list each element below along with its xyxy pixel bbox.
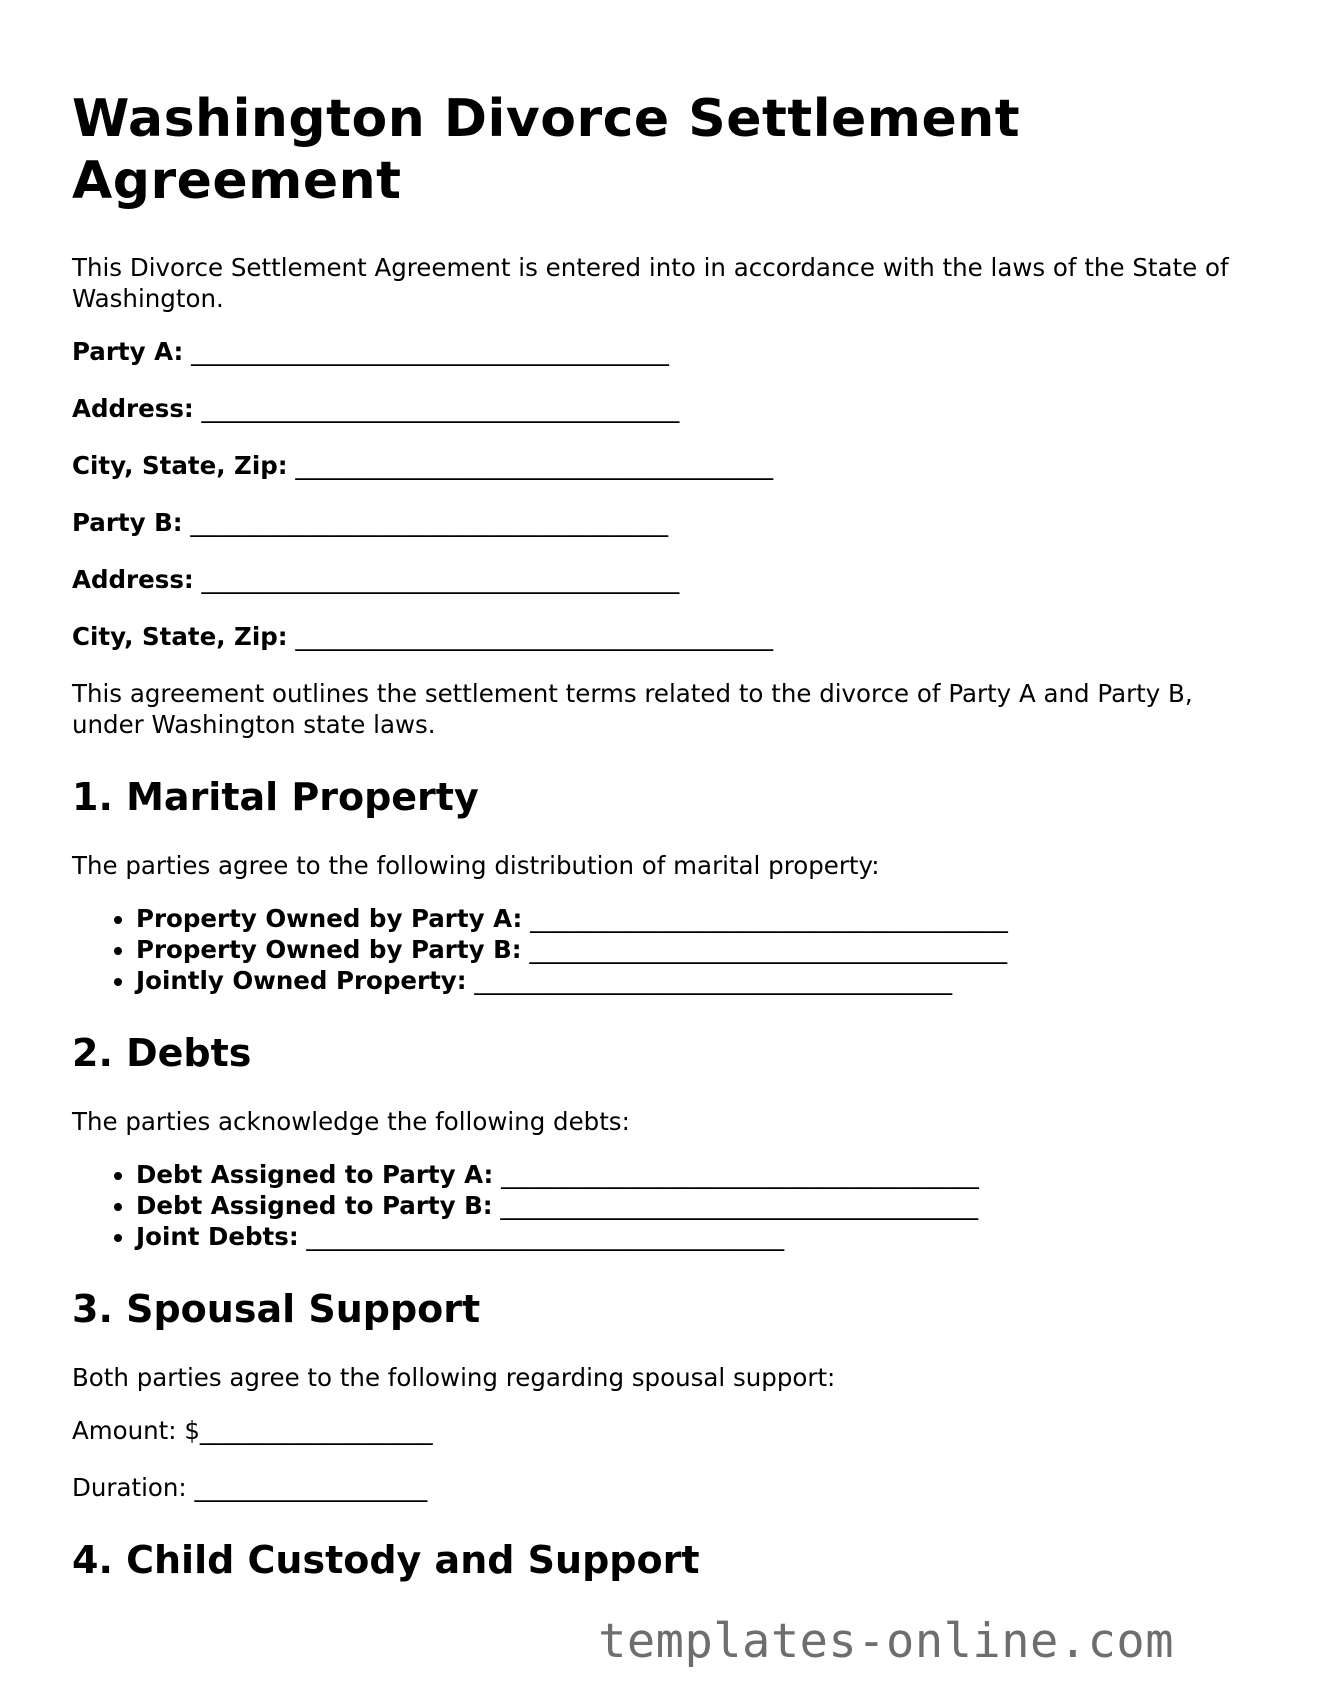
section-text: The parties acknowledge the following debts: [72, 1107, 630, 1136]
fill-blank[interactable]: _______________________________________ [295, 451, 774, 480]
party-a-city-field[interactable] [72, 450, 1252, 481]
field-label: Duration: [72, 1473, 187, 1502]
document-title: Washington Divorce Settlement Agreement [72, 89, 1021, 211]
section-heading-child-custody: 4. Child Custody and Support [72, 1538, 700, 1582]
fill-blank[interactable]: _______________________________________ [191, 337, 669, 366]
section-heading-debts: 2. Debts [72, 1031, 252, 1075]
party-b-city-field[interactable] [72, 621, 1252, 652]
watermark-text: templates-online.com [598, 1614, 1174, 1669]
item-label: Property Owned by Party B: [136, 935, 522, 964]
field-label: Address: [72, 394, 194, 423]
party-a-name-field[interactable] [72, 336, 1252, 367]
section-text: The parties agree to the following distribution of marital property: [72, 851, 880, 880]
list-item[interactable] [136, 1190, 1252, 1221]
list-item[interactable] [136, 1221, 1252, 1252]
list-item[interactable] [136, 934, 1252, 965]
item-label: Property Owned by Party A: [136, 904, 523, 933]
section-text: Both parties agree to the following regarding spousal support: [72, 1363, 836, 1392]
field-label: City, State, Zip: [72, 622, 288, 651]
intro-paragraph: This Divorce Settlement Agreement is entered into in accordance with the laws of the State of Washington. [72, 253, 1229, 313]
duration-field[interactable] [72, 1472, 1252, 1503]
outline-paragraph: This agreement outlines the settlement terms related to the divorce of Party A and Party B, under Washington state laws. [72, 679, 1193, 739]
field-label: Address: [72, 565, 194, 594]
fill-blank[interactable]: _______________________________________ [295, 622, 774, 651]
item-label: Joint Debts: [136, 1222, 299, 1251]
document-page [72, 88, 1252, 1613]
section-heading-marital-property: 1. Marital Property [72, 775, 479, 819]
list-item[interactable] [136, 965, 1252, 996]
field-label: Amount: $ [72, 1416, 200, 1445]
party-b-name-field[interactable] [72, 507, 1252, 538]
item-label: Jointly Owned Property: [136, 966, 467, 995]
debts-list [72, 1159, 1252, 1252]
section-heading-spousal-support: 3. Spousal Support [72, 1287, 481, 1331]
fill-blank[interactable]: _______________________________________ [306, 1222, 785, 1251]
fill-blank[interactable]: _______________________________________ [201, 394, 680, 423]
fill-blank[interactable]: _______________________________________ [201, 565, 680, 594]
list-item[interactable] [136, 1159, 1252, 1190]
property-list [72, 903, 1252, 996]
list-item[interactable] [136, 903, 1252, 934]
fill-blank[interactable]: _______________________________________ [530, 904, 1008, 933]
fill-blank[interactable]: _______________________________________ [474, 966, 953, 995]
item-label: Debt Assigned to Party A: [136, 1160, 494, 1189]
field-label: Party B: [72, 508, 183, 537]
item-label: Debt Assigned to Party B: [136, 1191, 493, 1220]
field-label: Party A: [72, 337, 184, 366]
amount-field[interactable] [72, 1415, 1252, 1446]
fill-blank[interactable]: _______________________________________ [501, 1160, 979, 1189]
fill-blank[interactable]: ___________________ [194, 1473, 428, 1502]
fill-blank[interactable]: _______________________________________ [500, 1191, 979, 1220]
fill-blank[interactable]: _______________________________________ [190, 508, 669, 537]
party-b-address-field[interactable] [72, 564, 1252, 595]
party-a-address-field[interactable] [72, 393, 1252, 424]
fill-blank[interactable]: _______________________________________ [529, 935, 1008, 964]
fill-blank[interactable]: ___________________ [199, 1416, 433, 1445]
field-label: City, State, Zip: [72, 451, 288, 480]
